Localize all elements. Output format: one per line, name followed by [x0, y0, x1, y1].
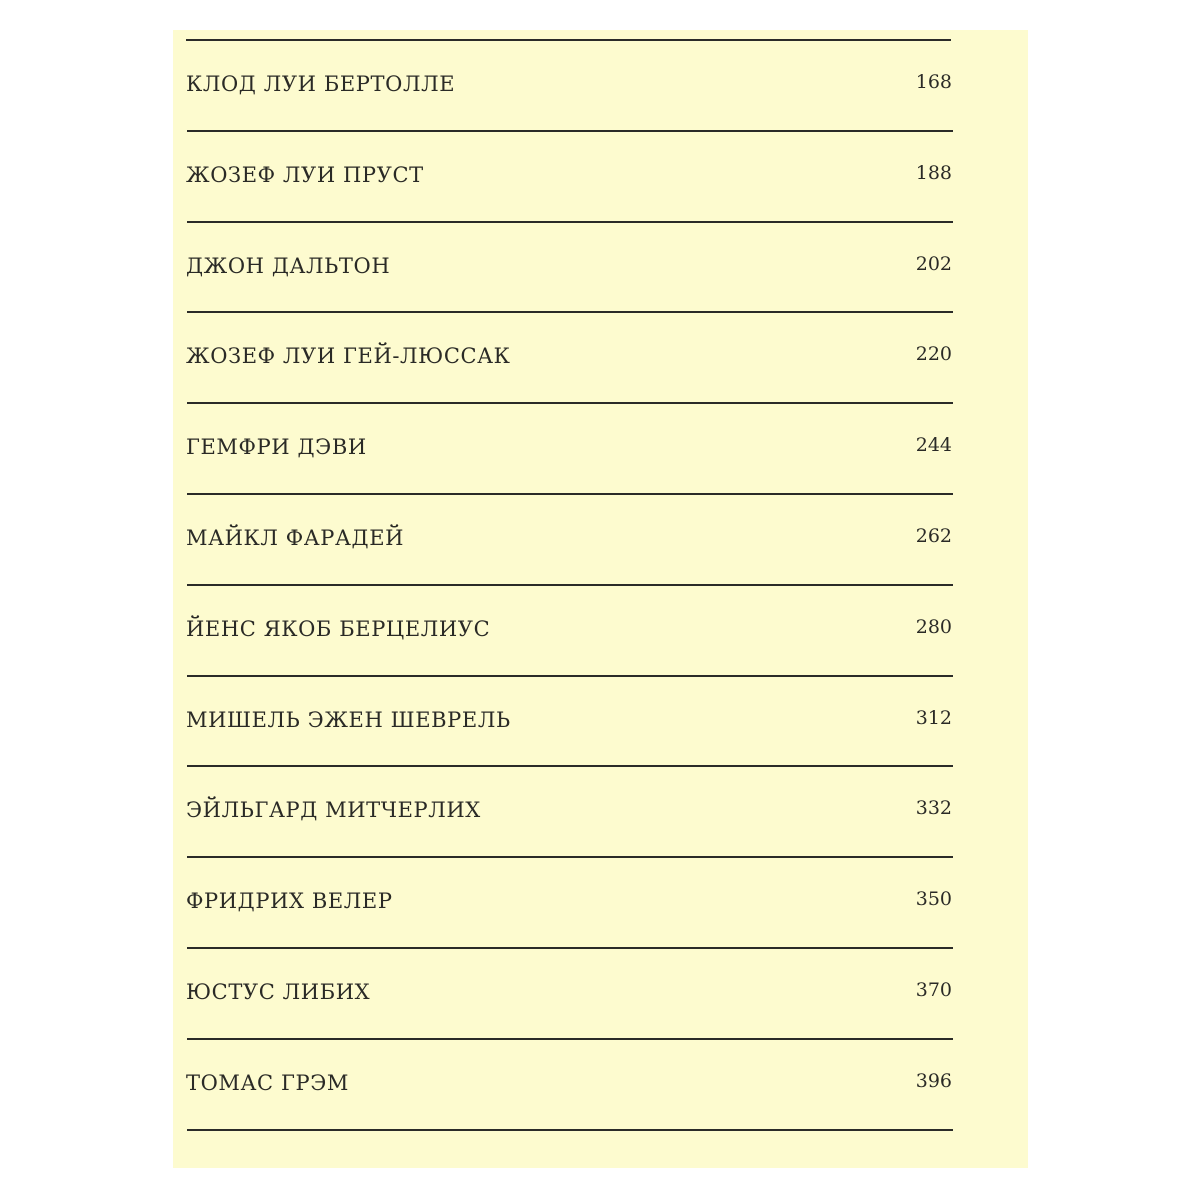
- toc-entry: [187, 223, 953, 314]
- toc-entry-title: ТОМАС ГРЭМ: [186, 1070, 349, 1095]
- toc-entry: [187, 495, 953, 586]
- toc-entry: [187, 677, 953, 768]
- toc-entry-title: МИШЕЛЬ ЭЖЕН ШЕВРЕЛЬ: [186, 707, 511, 732]
- toc-entry-page-number: 188: [915, 161, 952, 184]
- toc-entry-page-number: 262: [915, 524, 952, 547]
- toc-entry-title: МАЙКЛ ФАРАДЕЙ: [186, 525, 405, 550]
- toc-entry-page-number: 280: [915, 615, 952, 638]
- toc-entry: [187, 132, 953, 223]
- toc-entry-title: ГЕМФРИ ДЭВИ: [186, 435, 367, 460]
- toc-entry-title: ЮСТУС ЛИБИХ: [186, 979, 371, 1004]
- book-page: [173, 30, 1028, 1168]
- toc-entry-title: КЛОД ЛУИ БЕРТОЛЛЕ: [186, 72, 456, 96]
- toc-entry-title: ДЖОН ДАЛЬТОН: [186, 253, 391, 278]
- toc-entry-title: ЖОЗЕФ ЛУИ ГЕЙ-ЛЮССАК: [186, 344, 511, 369]
- toc-entry: [187, 858, 953, 949]
- toc-entry-title: ЙЕНС ЯКОБ БЕРЦЕЛИУС: [186, 616, 491, 641]
- toc-entry: [187, 41, 953, 132]
- toc-entry-page-number: 332: [915, 797, 952, 820]
- toc-entry: [187, 949, 953, 1040]
- toc-entry: [187, 586, 953, 677]
- toc-entry-page-number: 396: [915, 1069, 952, 1092]
- toc-entry-page-number: 370: [915, 978, 952, 1001]
- toc-entry-page-number: 168: [915, 71, 952, 93]
- toc-entry: [187, 767, 953, 858]
- toc-entry-title: ЭЙЛЬГАРД МИТЧЕРЛИХ: [186, 798, 481, 823]
- toc-entry-page-number: 202: [915, 252, 952, 275]
- toc-entry: [187, 404, 953, 495]
- toc-entry-title: ФРИДРИХ ВЕЛЕР: [186, 889, 393, 914]
- toc-entry-page-number: 244: [915, 434, 952, 457]
- toc-entry-page-number: 350: [915, 888, 952, 911]
- toc-entry: [187, 313, 953, 404]
- toc-entry-page-number: 220: [915, 343, 952, 366]
- toc-entry-page-number: 312: [915, 706, 952, 729]
- table-of-contents: [173, 41, 1028, 1131]
- toc-entry: [187, 1040, 953, 1131]
- toc-entry-title: ЖОЗЕФ ЛУИ ПРУСТ: [186, 162, 424, 187]
